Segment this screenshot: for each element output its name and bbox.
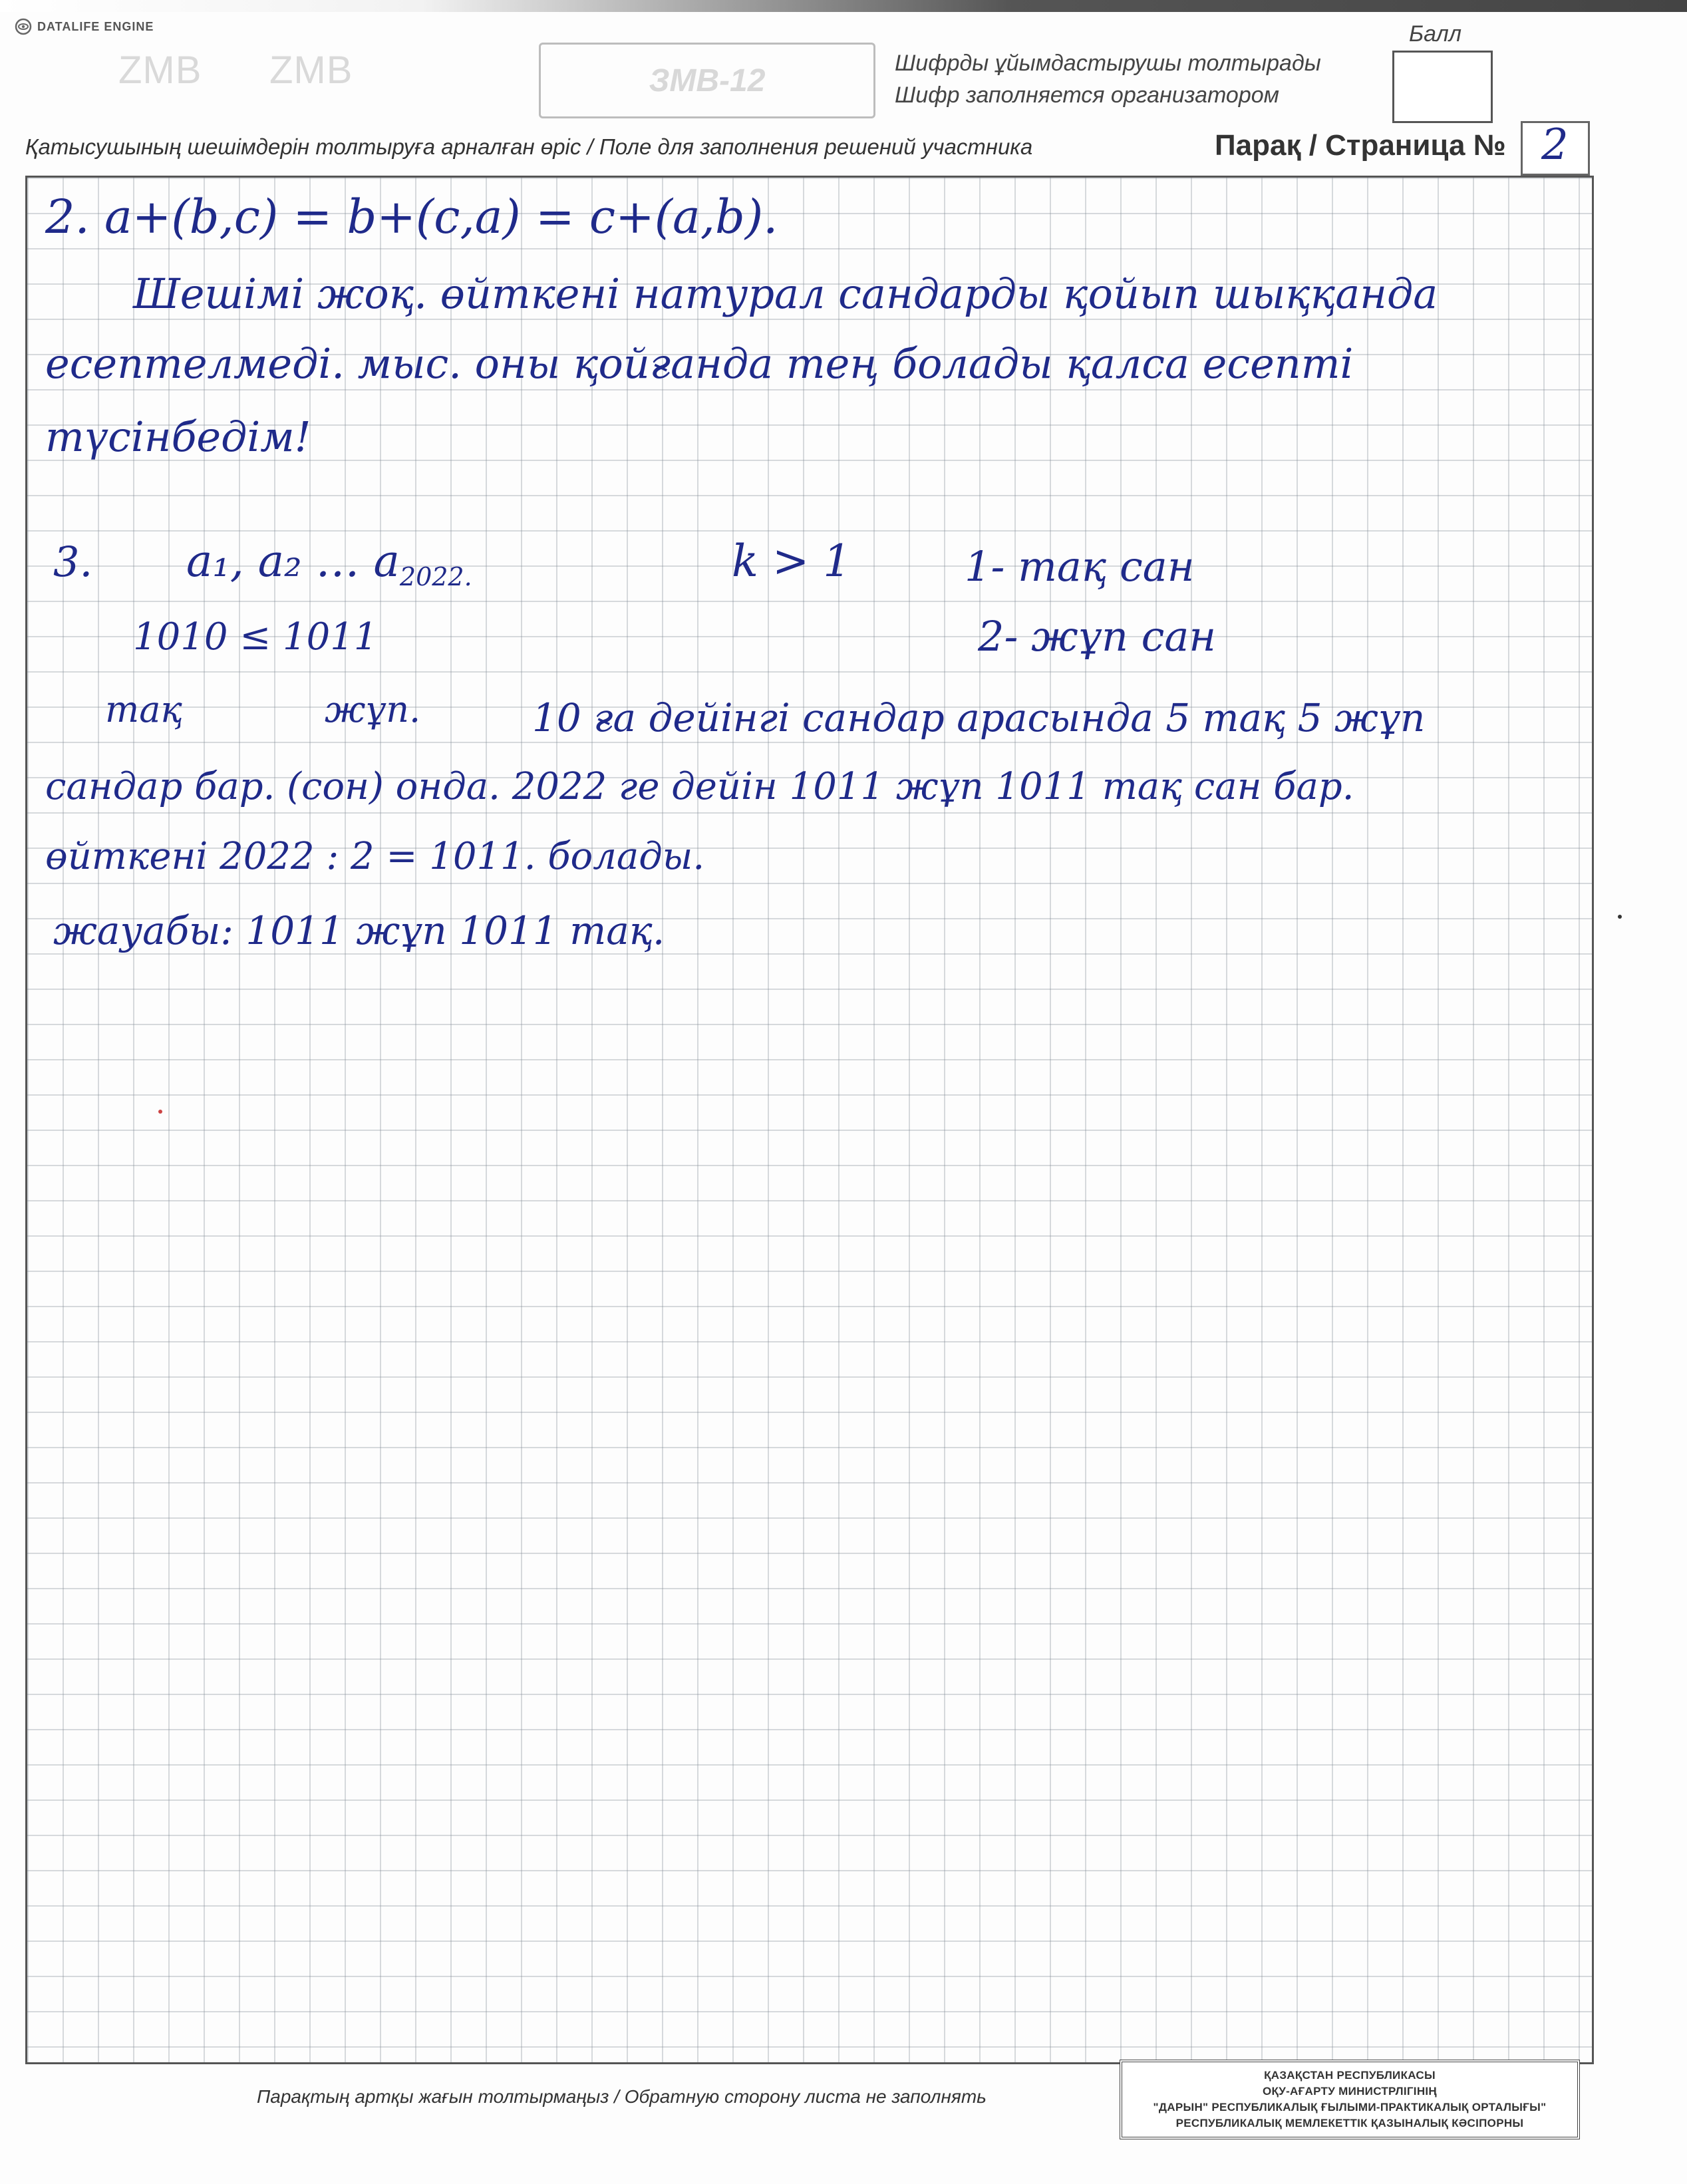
- stray-pen-mark: [158, 1110, 162, 1114]
- scan-edge-shadow: [0, 0, 1687, 12]
- task3-note-odd: 1- тақ сан: [965, 542, 1195, 591]
- task3-line-2: сандар бар. (сон) онда. 2022 ге дейін 1011 жұп 1011 тақ сан бар.: [45, 765, 1354, 808]
- score-box[interactable]: [1392, 51, 1493, 123]
- score-label: Балл: [1409, 21, 1462, 47]
- task2-formula: 2. a+(b,c) = b+(c,a) = c+(a,b).: [45, 190, 778, 244]
- task3-line-3: өйткені 2022 : 2 = 1011. болады.: [45, 835, 705, 878]
- task3-even-label: жұп.: [325, 689, 421, 730]
- task3-number: 3.: [53, 538, 93, 586]
- task2-line-3: түсінбедім!: [45, 412, 311, 461]
- organization-line: РЕСПУБЛИКАЛЫҚ МЕМЛЕКЕТТІК ҚАЗЫНАЛЫҚ КӘСІПОРНЫ: [1175, 2117, 1524, 2129]
- task3-odd-label: тақ: [105, 689, 183, 730]
- page-number-label: Парақ / Страница №: [1215, 129, 1506, 162]
- watermark-left: ZMB: [118, 49, 202, 92]
- task3-line-1: 10 ға дейінгі сандар арасында 5 тақ 5 жұп: [532, 695, 1426, 740]
- datalife-eye-icon: [15, 18, 32, 35]
- task3-sequence: a₁, a₂ … $a_{2022.}$: [186, 536, 472, 591]
- task3-answer: жауабы: 1011 жұп 1011 тақ.: [53, 908, 665, 953]
- answer-field-label: Қатысушының шешімдерін толтыруға арналған өріс / Поле для заполнения решений участника: [25, 134, 1033, 159]
- organization-line: ҚАЗАҚСТАН РЕСПУБЛИКАСЫ: [1264, 2069, 1436, 2082]
- task2-line-2: есептелмеді. мыс. оны қойғанда тең болады қалса есепті: [45, 339, 1354, 388]
- page-number-box[interactable]: [1521, 121, 1590, 176]
- cipher-stamp-text: ЗМВ-12: [649, 63, 766, 98]
- organization-line: ОҚУ-АҒАРТУ МИНИСТРЛІГІНІҢ: [1263, 2085, 1437, 2098]
- task3-condition: k > 1: [732, 536, 851, 587]
- cipher-label-kz: Шифрды ұйымдастырушы толтырады: [895, 51, 1321, 76]
- task3-note-even: 2- жұп сан: [978, 612, 1217, 661]
- watermark-right: ZMB: [269, 49, 353, 92]
- organization-line: "ДАРЫН" РЕСПУБЛИКАЛЫҚ ҒЫЛЫМИ-ПРАКТИКАЛЫҚ ОРТАЛЫҒЫ": [1153, 2101, 1547, 2113]
- task3-inequality: 1010 ≤ 1011: [133, 615, 378, 659]
- footer-note: Парақтың артқы жағын толтырмаңыз / Обратную сторону листа не заполнять: [257, 2086, 987, 2107]
- page-number-value: 2: [1541, 120, 1569, 170]
- organization-stamp: [1120, 2060, 1580, 2139]
- stray-pen-mark: [1618, 915, 1622, 919]
- datalife-logo: [15, 15, 154, 39]
- logo-brand-text: DATALIFE ENGINE: [37, 19, 154, 33]
- task2-line-1: Шешімі жоқ. өйткені натурал сандарды қойып шыққанда: [133, 269, 1438, 318]
- cipher-stamp-box: [539, 43, 875, 118]
- cipher-label-ru: Шифр заполняется организатором: [895, 82, 1279, 108]
